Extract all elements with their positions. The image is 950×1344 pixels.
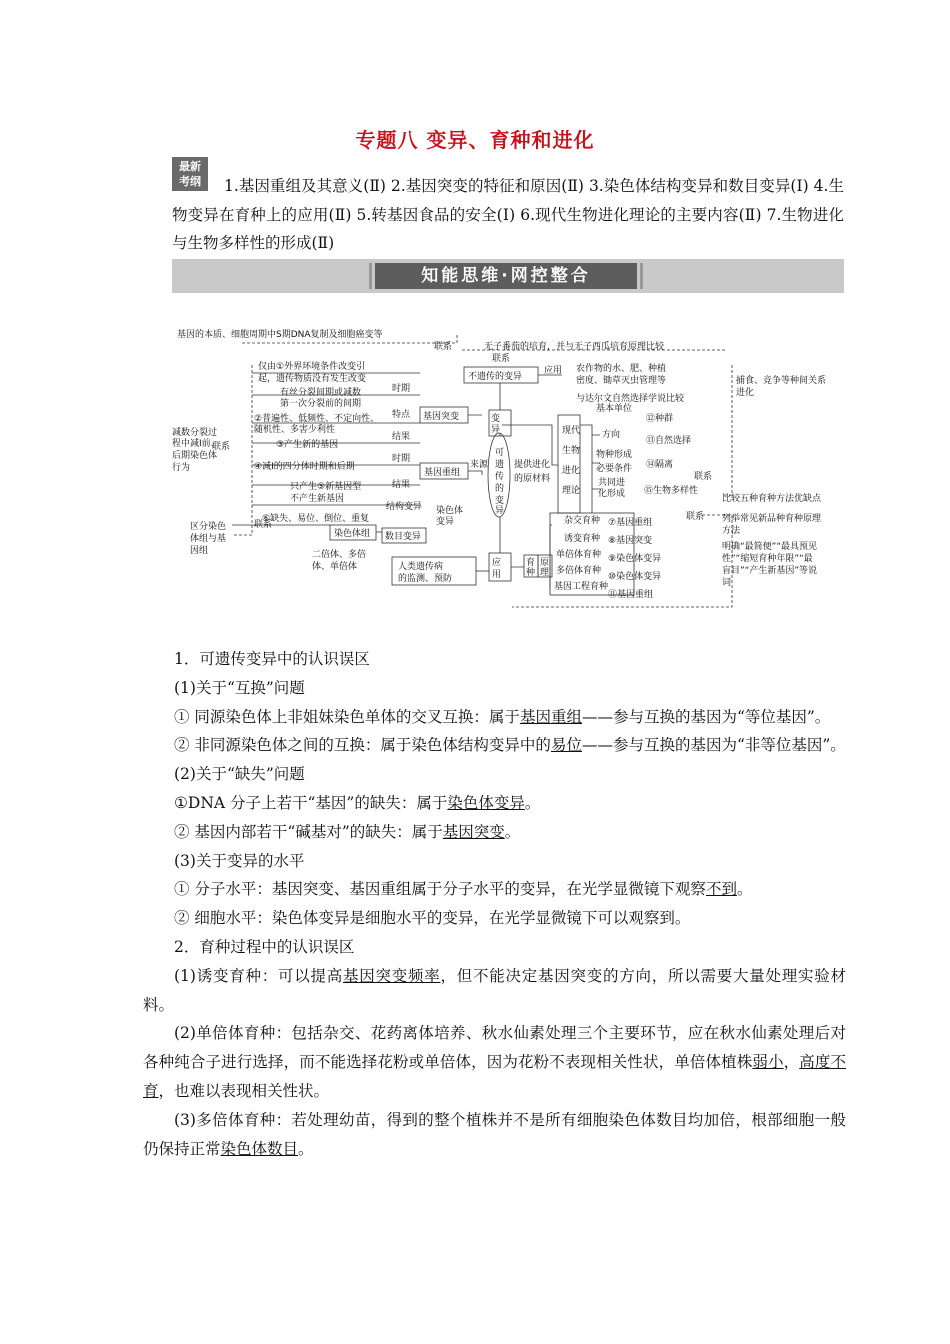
section1-p2 [143, 731, 846, 760]
clarify-note-3: 盲目”“产生新基因”等说 [722, 566, 817, 576]
new-genotype-1: 只产生⑤新基因型 [290, 482, 362, 492]
modern-3: 进化 [562, 466, 581, 476]
label-provide-2: 的原材料 [514, 474, 551, 484]
result-7: ⑦基因重组 [608, 518, 653, 528]
text: (2)单倍体育种：包括杂交、花药离体培养、秋水仙素处理三个主要环节，应在秋水仙素处理后对各种纯合子进行选择，而不能选择花粉或单倍体，因为花粉不表现相关性状，单倍体植株 [143, 1024, 846, 1072]
badge-line1: 最新 [179, 160, 201, 173]
section1-sub3: (3)关于变异的水平 [174, 851, 305, 870]
section1-sub1: (1)关于“互换”问题 [174, 678, 305, 697]
section1-p6: ② 细胞水平：染色体变异是细胞水平的变异，在光学显微镜下可以观察到。 [174, 909, 691, 928]
label-lianxi-g: 联系 [254, 520, 273, 530]
evolution-note: 进化 [736, 388, 755, 398]
banner-bar-right [640, 263, 643, 289]
text: 。 [524, 793, 541, 812]
item-isolation: ⑭隔离 [646, 460, 674, 470]
ploidy-2: 体、单倍体 [312, 562, 358, 572]
text: ， [783, 1053, 800, 1072]
label-jieguo-1: 结果 [392, 432, 411, 442]
label-necessary: 必要条件 [596, 464, 633, 474]
box-principle-1: 原 [540, 558, 550, 568]
clarify-note-1: 明确“最简便”“最具预见 [722, 542, 817, 552]
heritable-3: 传 [495, 472, 505, 482]
heritable-4: 的 [495, 484, 505, 494]
label-lianxi-r: 联系 [694, 472, 713, 482]
text: 。 [298, 1139, 314, 1158]
section1-heading: 1．可遗传变异中的认识误区 [174, 650, 370, 668]
mitosis-note-1: 有丝分裂间期或减数 [280, 388, 362, 398]
label-structure-var: 结构变异 [386, 502, 423, 512]
box-principle-2: 理 [540, 568, 550, 578]
meiosis-note-3: 后期染色体 [172, 451, 218, 461]
box-apply-2: 用 [492, 570, 502, 580]
text: ①DNA 分子上若干“基因”的缺失：属于 [174, 793, 448, 812]
label-direction: 方向 [602, 430, 621, 440]
mitosis-note-2: 第一次分裂前的间期 [280, 399, 362, 409]
text: 。 [504, 822, 521, 841]
underline-term: 弱小 [752, 1053, 784, 1072]
note-env-1: 仅由①外界环境条件改变引 [258, 362, 366, 372]
predation-note: 捕食、竞争等种间关系 [736, 376, 827, 386]
result-9: ⑨染色体变异 [608, 554, 662, 564]
traits-note-2: 随机性、多害少利性 [254, 425, 336, 435]
label-provide-1: 提供进化 [514, 460, 551, 470]
meiosis-stage: ④减Ⅰ的四分体时期和后期 [254, 462, 355, 472]
clarify-note-2: 性”“缩短育种年限”“最 [722, 554, 813, 564]
modern-4: 理论 [562, 486, 581, 496]
text: ，也难以表现相关性状。 [158, 1081, 330, 1100]
box-breed-1: 育 [526, 558, 536, 568]
result-8: ⑧基因突变 [608, 536, 653, 546]
underline-term: 染色体变异 [447, 793, 525, 812]
text: ——参与互换的基因为“等位基因”。 [581, 707, 831, 726]
underline-term: 不到 [705, 880, 737, 899]
list-note-2: 方法 [722, 526, 741, 536]
underline-term: 易位 [550, 736, 582, 755]
meiosis-note-4: 行为 [172, 463, 191, 473]
breed-hybrid: 杂交育种 [564, 516, 601, 526]
label-coevolution-2: 化形成 [598, 489, 626, 499]
badge-line2: 考纲 [179, 175, 201, 188]
breed-ge: 基因工程育种 [554, 582, 609, 592]
label-species-formation: 物种形成 [596, 450, 633, 460]
text: (1)诱变育种：可以提高 [174, 966, 343, 985]
text: ① 同源染色体上非姐妹染色单体的交叉互换：属于 [174, 707, 520, 726]
meiosis-note-2: 程中减Ⅰ前、 [172, 439, 220, 449]
human-disease-1: 人类遗传病 [398, 562, 444, 572]
heritable-5: 变 [495, 496, 505, 506]
breed-induced: 诱变育种 [564, 534, 601, 544]
compare-note: 比较五种育种方法优缺点 [722, 494, 822, 504]
label-coevolution-1: 共同进 [598, 478, 626, 488]
text: (3)多倍体育种：若处理幼苗，得到的整个植株并不是所有细胞染色体数目均加倍，根部细胞一般仍保持正常 [143, 1110, 846, 1158]
banner-bar-left [369, 263, 372, 289]
top-right-note: 无子番茄的培育，并与无子西瓜培育原理比较 [484, 342, 665, 352]
chromo-var-2: 变异 [436, 517, 455, 527]
text: ，但不能决定基因突变的方向，所以需要大量处理实验材料。 [143, 966, 846, 1014]
crop-note-2: 密度、锄草灭虫管理等 [576, 376, 667, 386]
modern-2: 生物 [562, 446, 581, 456]
section1-p1 [143, 703, 846, 732]
box-breed-2: 种 [526, 568, 536, 578]
box-variation-2: 异 [491, 425, 501, 435]
note-env-2: 起，遗传物质没有发生改变 [258, 374, 367, 384]
section2-p3 [143, 1106, 846, 1164]
syllabus-text: 1.基因重组及其意义(Ⅱ) 2.基因突变的特征和原因(Ⅱ) 3.染色体结构变异和数目变异(Ⅰ) 4.生物变异在育种上的应用(Ⅱ) 5.转基因食品的安全(Ⅰ) 6.现代生物进化理论的主要内容(Ⅱ) 7.生物进化与生物多样性的形成(Ⅱ) [172, 177, 844, 252]
text: ② 基因内部若干“碱基对”的缺失：属于 [174, 822, 443, 841]
modern-1: 现代 [562, 426, 581, 436]
label-tedian: 特点 [392, 410, 411, 420]
heritable-1: 可 [495, 448, 505, 458]
breed-polyploid: 多倍体育种 [556, 566, 602, 576]
text: ① 分子水平：基因突变、基因重组属于分子水平的变异，在光学显微镜下观察 [174, 880, 706, 899]
list-note-1: 列举常见新品种育种原理 [722, 514, 822, 524]
label-apply-top: 应用 [544, 366, 563, 376]
box-recombination: 基因重组 [424, 468, 461, 478]
section1-p4 [143, 818, 846, 847]
new-genotype-2: 不产生新基因 [290, 494, 345, 504]
box-variation-1: 变 [491, 414, 501, 424]
chromo-var-1: 染色体 [436, 506, 464, 516]
underline-term: 基因突变 [442, 822, 505, 841]
page-title: 专题八 变异、育种和进化 [355, 128, 595, 152]
crop-note-1: 农作物的水、肥、种植 [576, 364, 667, 374]
heritable-2: 遗 [495, 460, 505, 470]
underline-term: 基因重组 [519, 707, 582, 726]
section2-heading: 2．育种过程中的认识误区 [174, 937, 355, 956]
syllabus [172, 172, 844, 258]
box-mutation: 基因突变 [423, 412, 460, 422]
item-population: ⑫种群 [646, 414, 674, 424]
text: ——参与互换的基因为“非等位基因”。 [581, 736, 846, 755]
underline-term: 基因突变频率 [342, 966, 441, 985]
text: 。 [736, 880, 753, 899]
label-lianxi-l: 联系 [212, 442, 231, 452]
top-left-note: 基因的本质、细胞周期中S期DNA复制及细胞癌变等 [177, 330, 383, 340]
item-natural-selection: ⑬自然选择 [646, 436, 692, 446]
section1-p5 [143, 875, 846, 904]
text: ② 非同源染色体之间的互换：属于染色体结构变异中的 [174, 736, 551, 755]
banner-title: 知能思维·网控整合 [375, 263, 637, 289]
chromo-types: ⑥缺失、易位、倒位、重复 [262, 514, 370, 524]
box-chromosome-set: 染色体组 [334, 529, 371, 539]
section1-sub2: (2)关于“缺失”问题 [174, 765, 305, 784]
ploidy-1: 二倍体、多倍 [312, 550, 367, 560]
human-disease-2: 的监测、预防 [398, 574, 453, 584]
breed-haploid: 单倍体育种 [556, 550, 602, 560]
box-non-heritable: 不遗传的变异 [468, 372, 523, 382]
label-shiqi-1: 时期 [392, 384, 411, 394]
group-note-2: 体组与基 [190, 534, 227, 544]
label-jieguo-2: 结果 [392, 480, 411, 490]
body-text [143, 645, 846, 1163]
label-shiqi-2: 时期 [392, 454, 411, 464]
underline-term: 染色体数目 [220, 1139, 299, 1158]
concept-map [172, 325, 848, 615]
group-note-3: 因组 [190, 546, 209, 556]
label-lianxi-b: 联系 [686, 512, 705, 522]
meiosis-note-1: 减数分裂过 [172, 428, 218, 438]
box-number-var: 数目变异 [385, 532, 422, 542]
darwin-note: 与达尔文自然选择学说比较 [576, 394, 685, 404]
clarify-note-4: 词 [722, 578, 732, 588]
section2-p1 [143, 962, 846, 1020]
heritable-6: 异 [495, 506, 505, 516]
underline-term: 高度不育 [143, 1053, 846, 1100]
box-apply-1: 应 [492, 558, 502, 568]
new-gene-note: ③产生新的基因 [276, 440, 339, 450]
label-basic-unit: 基本单位 [596, 404, 633, 414]
group-note-1: 区分染色 [190, 522, 227, 532]
traits-note-1: ②普遍性、低频性、不定向性、 [254, 414, 380, 424]
label-lianxi-2: 联系 [492, 354, 511, 364]
section-banner [172, 259, 844, 293]
item-biodiversity: ⑮生物多样性 [644, 486, 699, 496]
label-source: 来源 [470, 460, 489, 470]
label-lianxi-1: 联系 [434, 342, 453, 352]
result-11: ⑪基因重组 [608, 590, 654, 600]
section2-p2 [143, 1019, 846, 1105]
result-10: ⑩染色体变异 [608, 572, 662, 582]
section1-p3 [143, 789, 846, 818]
